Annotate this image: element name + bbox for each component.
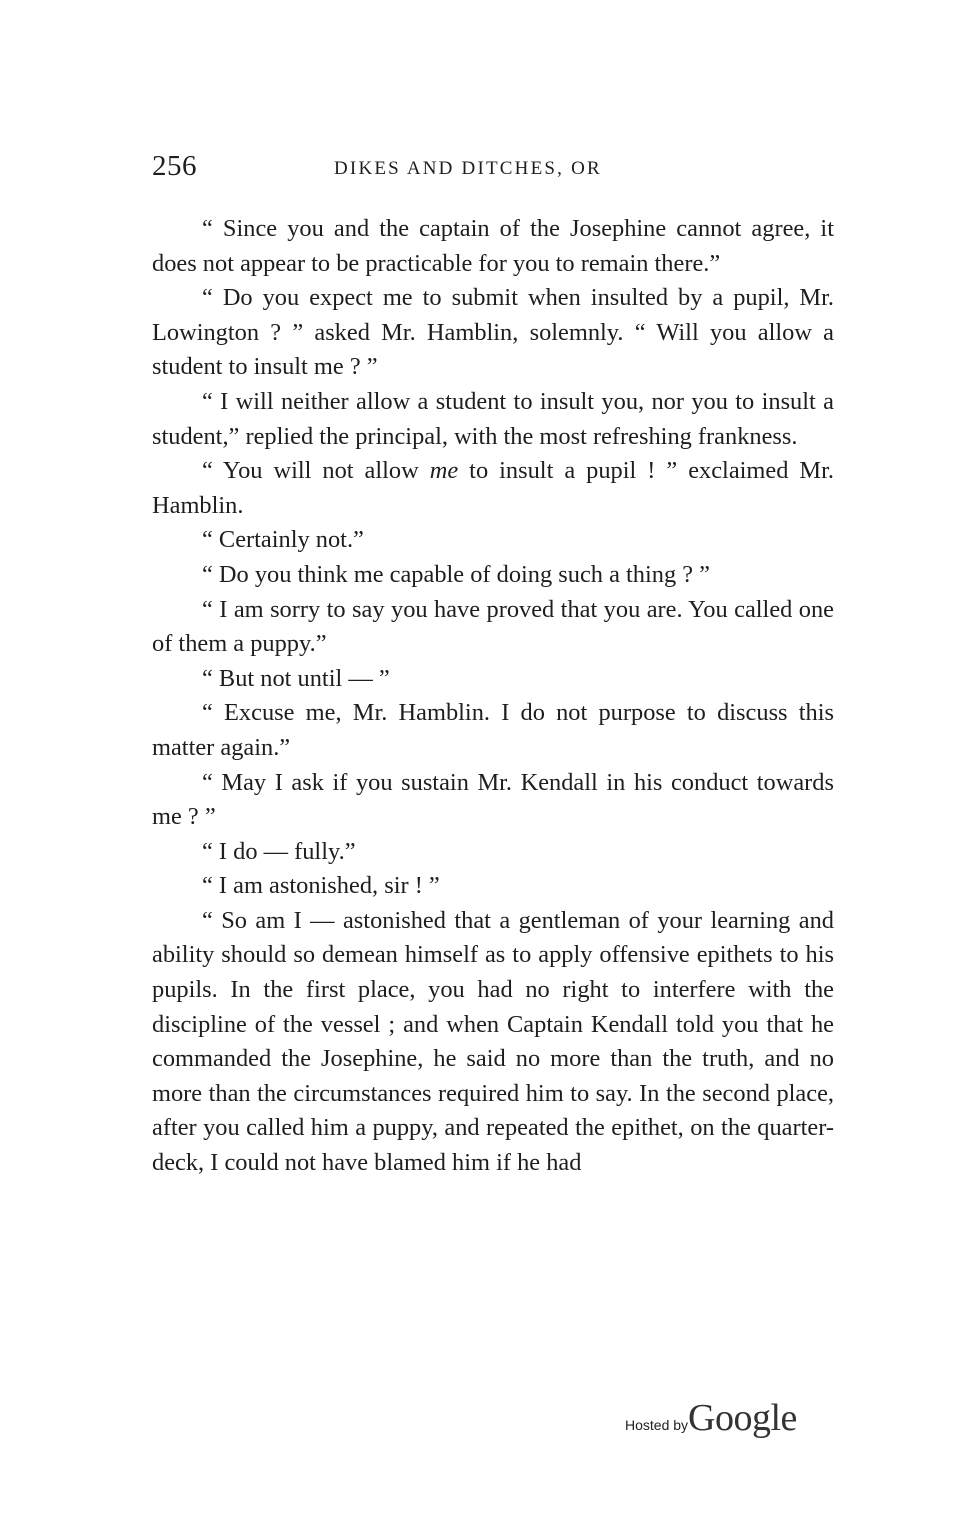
paragraph: “ I am sorry to say you have proved that you are. You called one of them a puppy.” [152, 595, 834, 658]
paragraph-text: “ You will not allow [202, 457, 430, 485]
hosted-by-label: Hosted by [625, 1417, 689, 1433]
page-header [152, 150, 834, 190]
paragraph-text: to insult a pupil ! ” exclaimed Mr. Hamblin. [152, 457, 834, 519]
body-text [152, 212, 834, 1181]
paragraph: “ Excuse me, Mr. Hamblin. I do not purpose to discuss this matter again.” [152, 699, 834, 761]
emphasis-text: me [429, 457, 459, 485]
paragraph: “ So am I — astonished that a gentleman of your learning and ability should so demean himself as to apply offensive epithets to his pupils. In the first place, you had no right to interfere with the discipline of the vessel ; and when Captain Kendall told you that he commanded the Josephine, he said no more than the truth, and no more than the circumstances required him to say. In the second place, after you called him a puppy, and repeated the epithet, on the quarter-deck, I could not have blamed him if he had [152, 906, 834, 1177]
google-logo: Google [688, 1397, 797, 1439]
hosted-by-google-watermark [625, 1396, 797, 1446]
paragraph: “ Do you think me capable of doing such a thing ? ” [202, 560, 710, 588]
running-head: DIKES AND DITCHES, OR [334, 158, 602, 179]
paragraph: “ I am astonished, sir ! ” [202, 872, 440, 900]
paragraph: “ Certainly not.” [202, 526, 364, 554]
paragraph: “ May I ask if you sustain Mr. Kendall in his conduct towards me ? ” [152, 768, 834, 831]
paragraph: “ Since you and the captain of the Josephine cannot agree, it does not appear to be practicable for you to remain there.” [152, 215, 834, 277]
paragraph: “ I will neither allow a student to insult you, nor you to insult a student,” replied the principal, with the most refreshing frankness. [152, 387, 834, 450]
paragraph: “ But not until — ” [202, 664, 390, 692]
paragraph: “ I do — fully.” [202, 837, 356, 865]
paragraph: “ Do you expect me to submit when insulted by a pupil, Mr. Lowington ? ” asked Mr. Hamblin, solemnly. “ Will you allow a student to insult me ? ” [152, 284, 834, 381]
paragraph [152, 454, 834, 523]
page-number: 256 [152, 150, 197, 182]
